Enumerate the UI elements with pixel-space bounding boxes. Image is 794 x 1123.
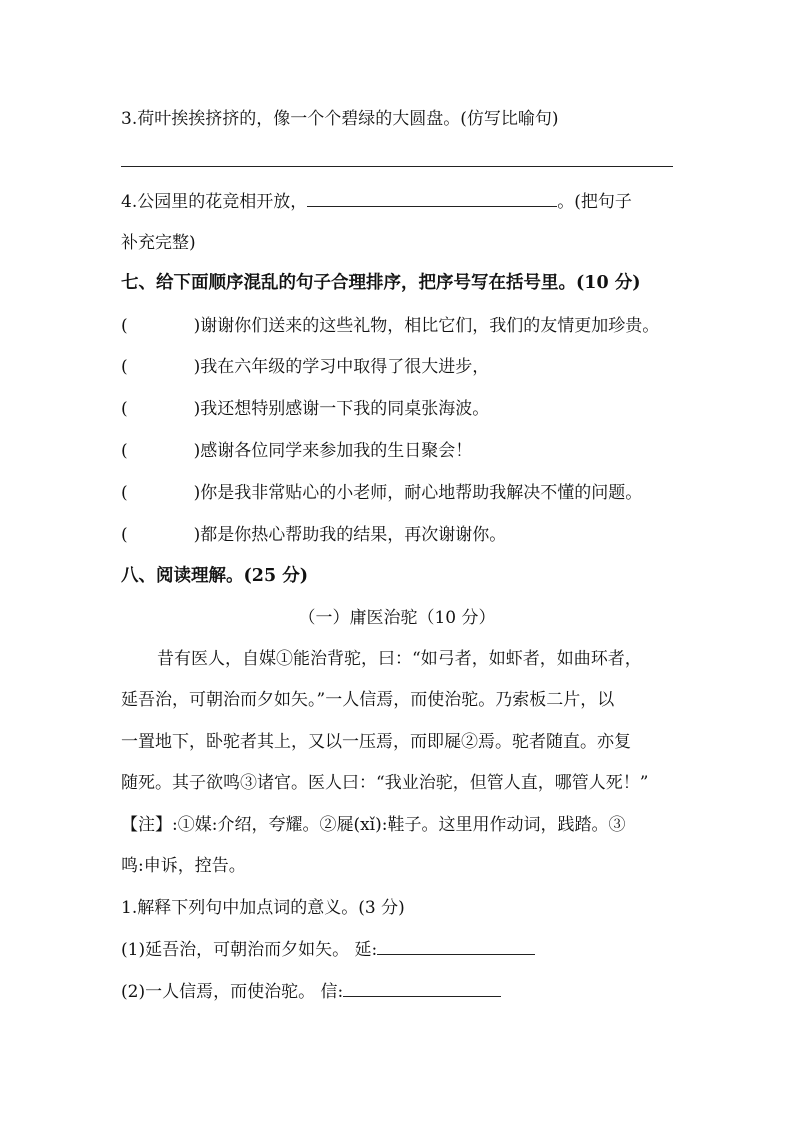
sort-item-text: 你是我非常贴心的小老师，耐心地帮助我解决不懂的问题。 — [200, 483, 643, 503]
question-3-text: 3.荷叶挨挨挤挤的，像一个个碧绿的大圆盘。(仿写比喻句) — [121, 109, 559, 129]
passage-line-text: 昔有医人，自媒①能治背驼，曰：“如弓者，如虾者，如曲环者， — [157, 649, 642, 669]
sort-item — [121, 481, 642, 505]
paren-open: ( — [121, 483, 128, 503]
paren-close: ) — [193, 441, 201, 461]
note-text: 【注】:①媒:介绍，夸耀。②屣(xǐ):鞋子。这里用作动词，践踏。③ — [121, 815, 626, 835]
paren-open: ( — [121, 357, 128, 377]
paren-close: ) — [193, 399, 201, 419]
sort-item — [121, 355, 489, 379]
answer-line-q3[interactable] — [121, 166, 673, 167]
paren-close: ) — [193, 357, 201, 377]
sort-item-text: 谢谢你们送来的这些礼物，相比它们，我们的友情更加珍贵。 — [200, 316, 660, 336]
paren-close: ) — [193, 525, 201, 545]
passage-line — [121, 771, 648, 795]
answer-blank-q4[interactable] — [307, 190, 557, 207]
sort-item — [121, 314, 659, 338]
section-7-heading — [121, 271, 641, 295]
passage-line-text: 随死。其子欲鸣③诸官。医人曰：“我业治驼，但管人直，哪管人死！” — [121, 773, 649, 793]
passage-line-text: 延吾治，可朝治而夕如矢。”一人信焉，而使治驼。乃索板二片，以 — [121, 690, 615, 710]
section-7-heading-text: 七、给下面顺序混乱的句子合理排序，把序号写在括号里。(10 分) — [121, 273, 641, 293]
sort-item-text: 都是你热心帮助我的结果，再次谢谢你。 — [200, 525, 507, 545]
reading-question-1-text: 1.解释下列句中加点词的意义。(3 分) — [121, 898, 405, 918]
sort-item — [121, 439, 472, 463]
paren-open: ( — [121, 316, 128, 336]
sort-item — [121, 397, 489, 421]
question-3 — [121, 107, 558, 131]
passage-line — [121, 647, 642, 671]
sub-question-1-text: (1)延吾治，可朝治而夕如矢。 延: — [121, 940, 378, 960]
note-text: 鸣:申诉，控告。 — [121, 856, 246, 876]
passage-line — [121, 688, 614, 712]
sort-item-text: 我还想特别感谢一下我的同桌张海波。 — [200, 399, 490, 419]
question-4-cont-text: 补充完整) — [121, 233, 196, 253]
question-4-suffix: 。(把句子 — [557, 192, 632, 212]
sub-question-2-text: (2)一人信焉，而使治驼。 信: — [121, 982, 344, 1002]
answer-blank-yan[interactable] — [377, 938, 535, 955]
passage-line — [121, 730, 631, 754]
paren-close: ) — [193, 483, 201, 503]
question-4-continuation — [121, 231, 196, 255]
passage-line-text: 一置地下，卧驼者其上，又以一压焉，而即屣②焉。驼者随直。亦复 — [121, 732, 631, 752]
note-line — [121, 813, 625, 837]
note-line — [121, 854, 246, 878]
passage-title — [0, 606, 794, 630]
section-8-heading — [121, 564, 308, 588]
section-8-heading-text: 八、阅读理解。(25 分) — [121, 566, 309, 586]
sub-question-2 — [121, 980, 501, 1004]
sub-question-1 — [121, 938, 535, 962]
paren-open: ( — [121, 525, 128, 545]
sort-item-text: 感谢各位同学来参加我的生日聚会！ — [200, 441, 473, 461]
paren-close: ) — [193, 316, 201, 336]
question-4-prefix: 4.公园里的花竞相开放， — [121, 192, 308, 212]
paren-open: ( — [121, 441, 128, 461]
paren-open: ( — [121, 399, 128, 419]
reading-question-1 — [121, 896, 405, 920]
sort-item — [121, 523, 506, 547]
answer-blank-xin[interactable] — [343, 980, 501, 997]
passage-title-text: （一）庸医治驼（10 分） — [298, 608, 496, 628]
question-4 — [121, 190, 632, 214]
sort-item-text: 我在六年级的学习中取得了很大进步， — [200, 357, 490, 377]
